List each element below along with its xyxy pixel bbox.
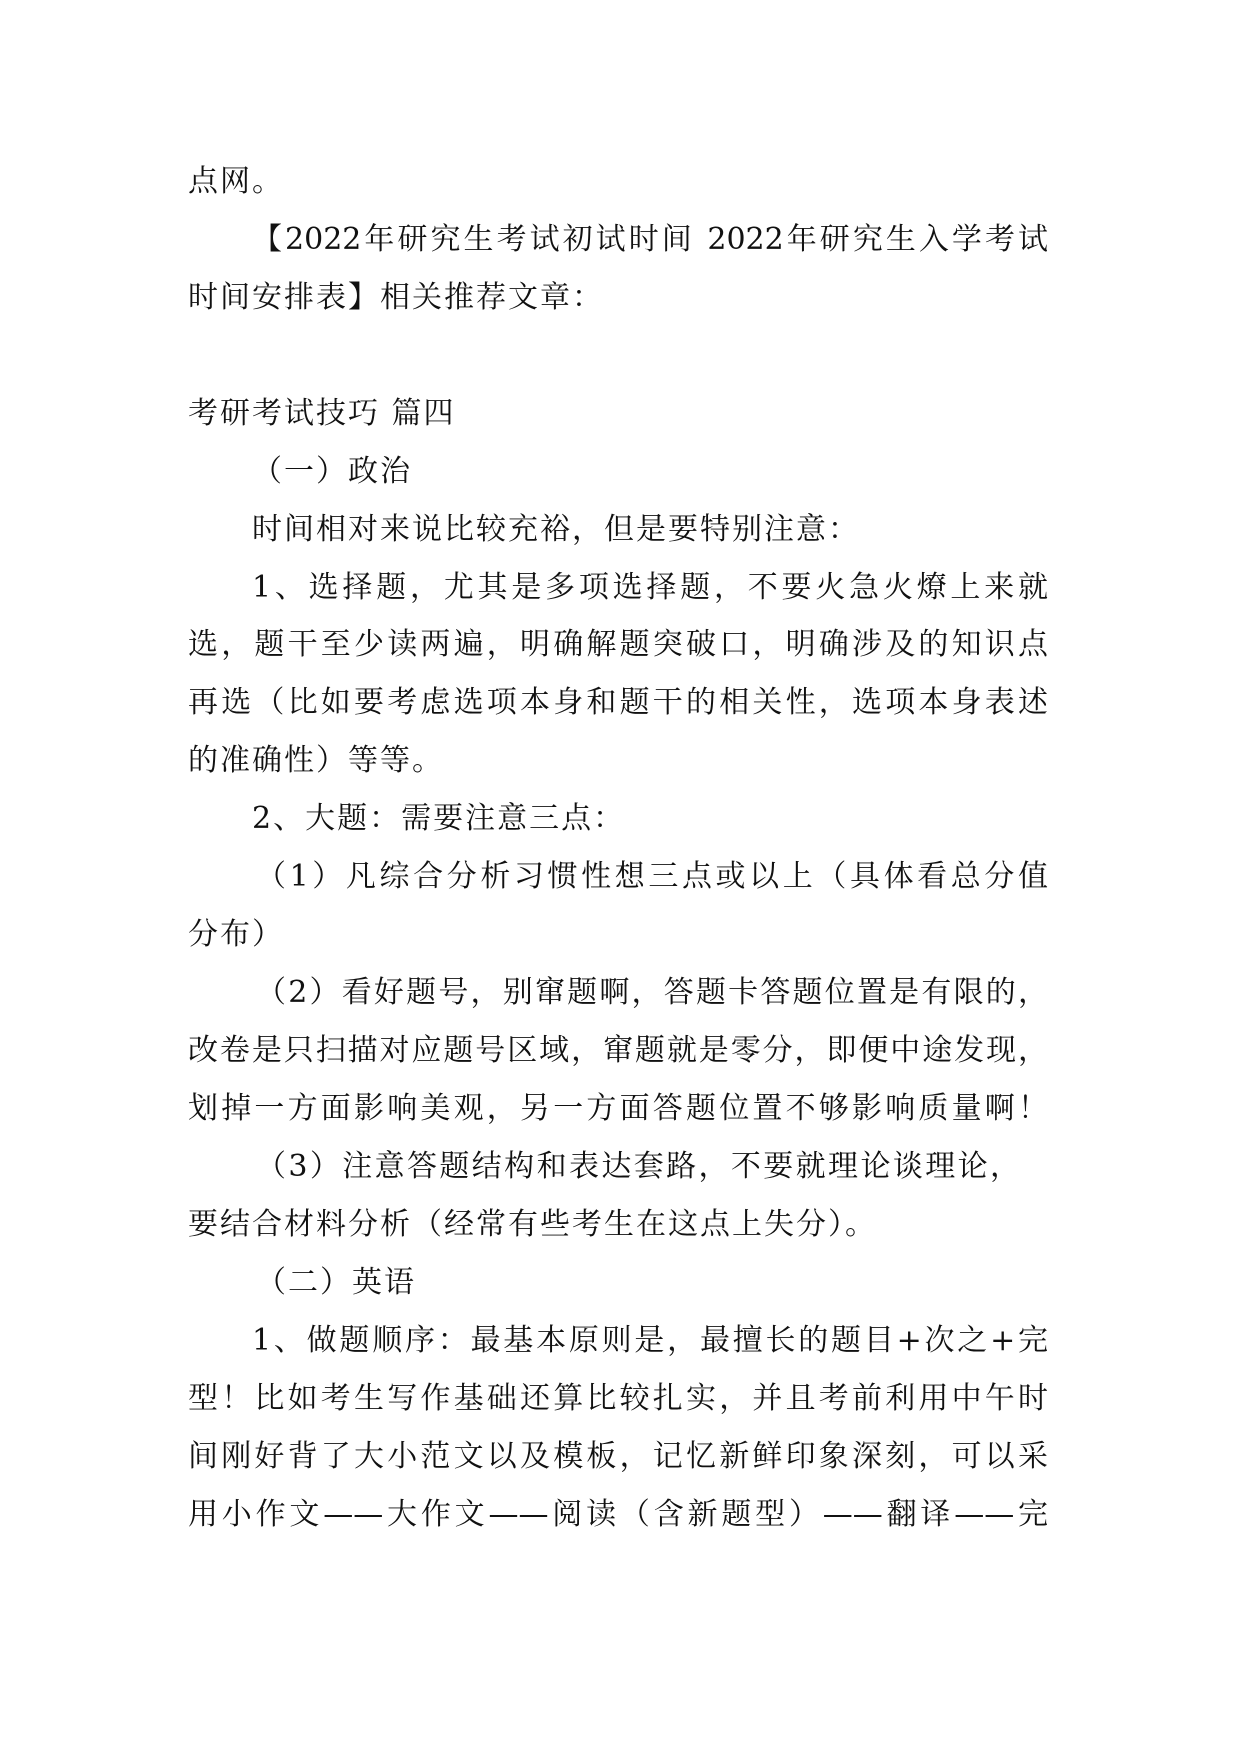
text-line: 选，题干至少读两遍，明确解题突破口，明确涉及的知识点 (188, 627, 1048, 662)
text-line: 1、选择题，尤其是多项选择题，不要火急火燎上来就 (252, 570, 1048, 605)
text-line: 点网。 (188, 164, 284, 199)
text-line: 时间安排表】相关推荐文章： (188, 280, 604, 315)
text-line: 1、做题顺序：最基本原则是，最擅长的题目+次之+完 (252, 1323, 1048, 1358)
text-line: （1）凡综合分析习惯性想三点或以上（具体看总分值 (256, 859, 1048, 894)
text-line: （3）注意答题结构和表达套路，不要就理论谈理论， (256, 1149, 1020, 1184)
text-line: 分布） (188, 917, 284, 952)
text-line: （2）看好题号，别窜题啊，答题卡答题位置是有限的， (256, 975, 1048, 1010)
subsection-heading: （一）政治 (252, 454, 412, 489)
text-line: 用小作文——大作文——阅读（含新题型）——翻译——完 (188, 1497, 1048, 1532)
text-line: 【2022年研究生考试初试时间 2022年研究生入学考试 (252, 222, 1048, 257)
text-line: 划掉一方面影响美观，另一方面答题位置不够影响质量啊！ (188, 1091, 1048, 1126)
text-line: 2、大题：需要注意三点： (252, 801, 626, 836)
section-heading: 考研考试技巧 篇四 (188, 396, 456, 431)
text-line: 间刚好背了大小范文以及模板，记忆新鲜印象深刻，可以采 (188, 1439, 1048, 1474)
text-line: 再选（比如要考虑选项本身和题干的相关性，选项本身表述 (188, 685, 1048, 720)
text-line: 的准确性）等等。 (188, 743, 444, 778)
subsection-heading: （二）英语 (256, 1265, 416, 1300)
text-line: 型！比如考生写作基础还算比较扎实，并且考前利用中午时 (188, 1381, 1048, 1416)
text-line: 时间相对来说比较充裕，但是要特别注意： (252, 512, 860, 547)
text-line: 要结合材料分析（经常有些考生在这点上失分）。 (188, 1207, 877, 1242)
text-line: 改卷是只扫描对应题号区域，窜题就是零分，即便中途发现， (188, 1033, 1048, 1068)
